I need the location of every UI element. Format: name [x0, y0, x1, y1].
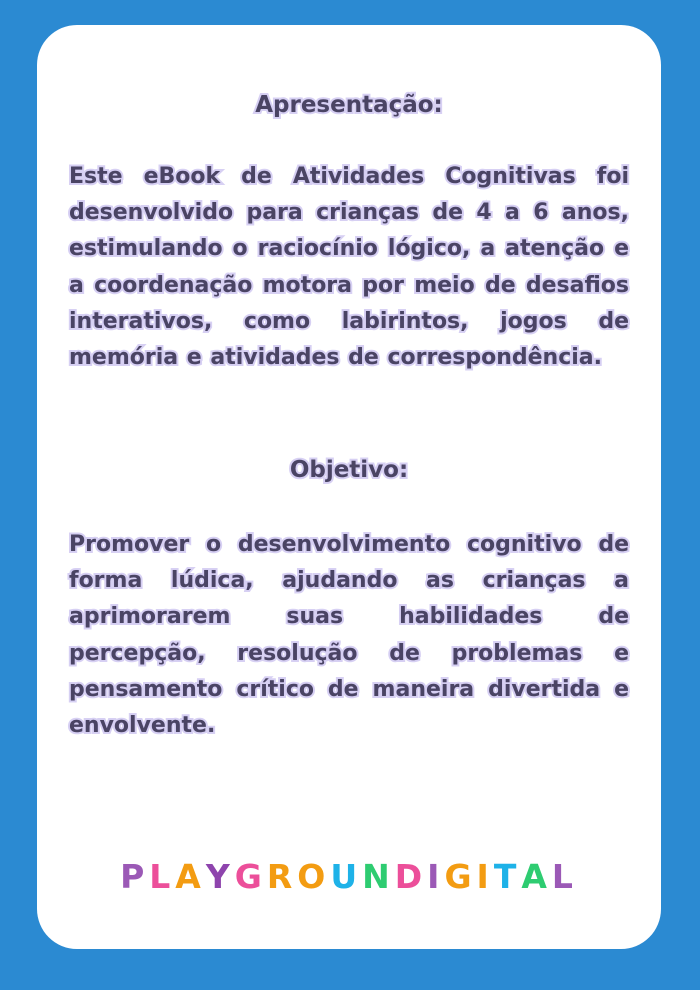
logo-letter: I	[427, 857, 445, 896]
playgroundigital-logo	[37, 855, 661, 899]
logo-letter: T	[493, 857, 522, 896]
logo-letter: R	[266, 857, 298, 896]
logo-letter: Y	[205, 857, 235, 896]
objective-heading: Objetivo:	[289, 457, 409, 483]
logo-letter: U	[330, 857, 363, 896]
logo-letter: G	[444, 857, 477, 896]
objective-paragraph: Promover o desenvolvimento cognitivo de forma lúdica, ajudando as crianças a aprimorarem suas habilidades de percepção, resolução de problemas e pensamento crítico de maneira divertida e envolvente.	[69, 532, 629, 739]
content-card	[37, 25, 661, 949]
logo-letter: A	[521, 857, 552, 896]
logo-letter: P	[120, 857, 150, 896]
logo-letter: D	[394, 857, 428, 896]
logo-letter: L	[551, 857, 578, 896]
presentation-paragraph: Este eBook de Atividades Cognitivas foi desenvolvido para crianças de 4 a 6 anos, estimulando o raciocínio lógico, a atenção e a coordenação motora por meio de desafios interativos, como labirintos, jogos de memória e atividades de correspondência.	[69, 164, 629, 371]
logo-letter: I	[476, 857, 494, 896]
logo-letter: O	[297, 857, 331, 896]
presentation-heading: Apresentação:	[255, 92, 443, 118]
logo-letter: G	[234, 857, 267, 896]
logo-letter: N	[362, 857, 395, 896]
logo-letter: L	[149, 857, 176, 896]
logo-letter: A	[175, 857, 206, 896]
